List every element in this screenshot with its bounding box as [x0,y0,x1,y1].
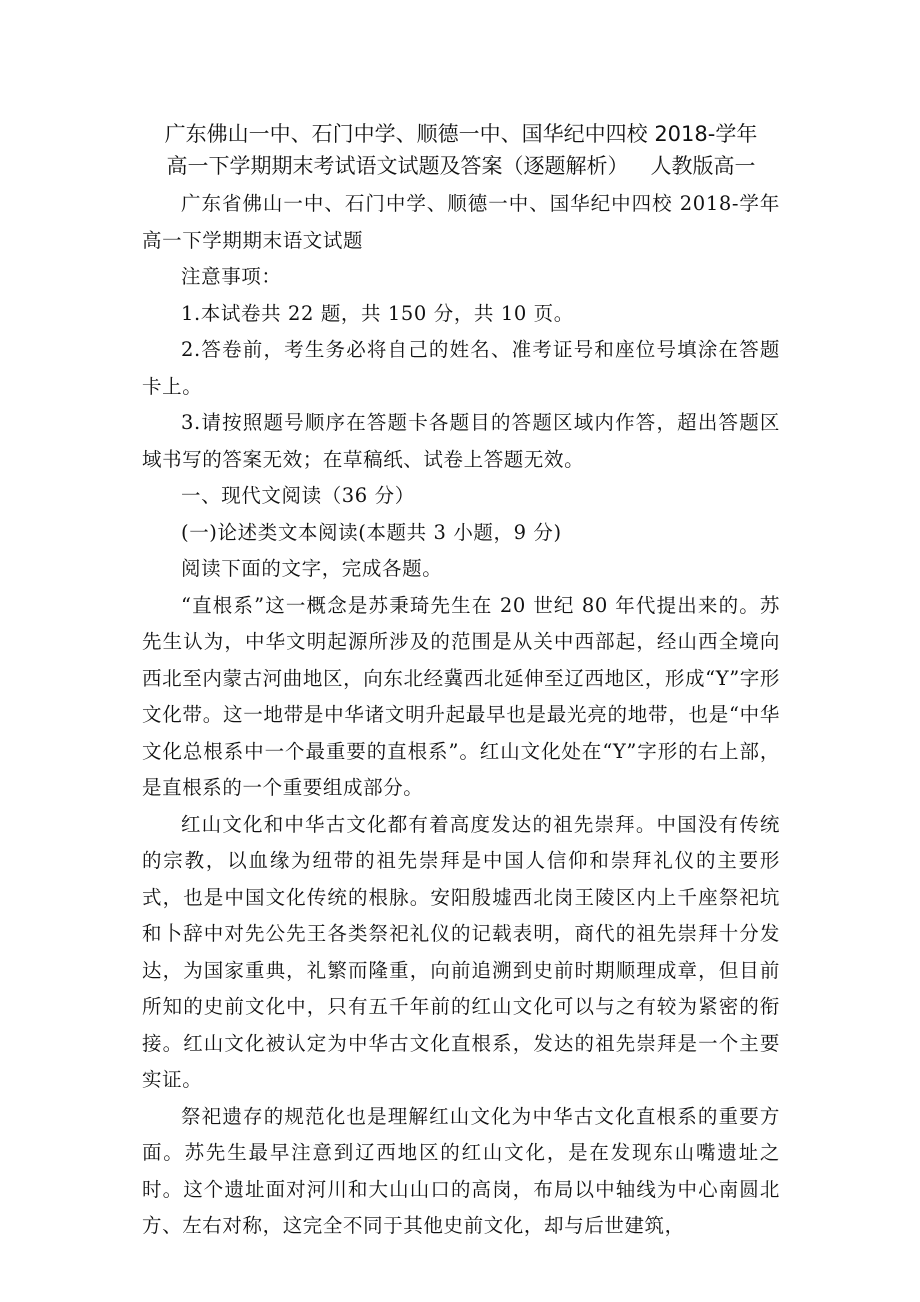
passage-paragraph: 红山文化和中华古文化都有着高度发达的祖先崇拜。中国没有传统的宗教，以血缘为纽带的祖先崇拜是中国人信仰和崇拜礼仪的主要形式，也是中国文化传统的根脉。安阳殷墟西北岗王陵区内上千座祭祀坑和卜辞中对先公先王各类祭祀礼仪的记载表明，商代的祖先崇拜十分发达，为国家重典，礼繁而隆重，向前追溯到史前时期顺理成章，但目前所知的史前文化中，只有五千年前的红山文化可以与之有较为紧密的衔接。红山文化被认定为中华古文化直根系，发达的祖先崇拜是一个主要实证。 [142,812,780,1091]
section-heading: 一、现代文阅读（36 分） [181,484,415,507]
document-title [142,118,780,182]
title-line-2-edition: 人教版高一 [650,154,756,178]
reading-instruction: 阅读下面的文字，完成各题。 [181,557,443,580]
title-line-2 [142,150,780,182]
exam-heading: 广东省佛山一中、石门中学、顺德一中、国华纪中四校 2018-学年高一下学期期末语文试题 [142,192,780,252]
passage-paragraph: 祭祀遗存的规范化也是理解红山文化为中华古文化直根系的重要方面。苏先生最早注意到辽西地区的红山文化，是在发现东山嘴遗址之时。这个遗址面对河川和大山山口的高岗，布局以中轴线为中心南圆北方、左右对称，这完全不同于其他史前文化，却与后世建筑， [142,1104,780,1237]
title-line-2-main: 高一下学期期末考试语文试题及答案（逐题解析） [166,154,629,178]
notice-item-1: 1.本试卷共 22 题，共 150 分，共 10 页。 [181,301,574,325]
notice-item-3: 3.请按照题号顺序在答题卡各题目的答题区域内作答，超出答题区域书写的答案无效；在草稿纸、试卷上答题无效。 [142,411,780,471]
subsection-heading: (一)论述类文本阅读(本题共 3 小题，9 分) [181,520,562,544]
notice-item-2: 2.答卷前，考生务必将自己的姓名、准考证号和座位号填涂在答题卡上。 [142,338,780,398]
notice-heading: 注意事项： [181,265,282,288]
title-line-1-text: 广东佛山一中、石门中学、顺德一中、国华纪中四校 2018-学年 [164,122,758,146]
passage-paragraph: “直根系”这一概念是苏秉琦先生在 20 世纪 80 年代提出来的。苏先生认为，中华文明起源所涉及的范围是从关中西部起，经山西全境向西北至内蒙古河曲地区，向东北经冀西北延伸至辽西地区，形成“Y”字形文化带。这一地带是中华诸文明升起最早也是最光亮的地带，也是“中华文化总根系中一个最重要的直根系”。红山文化处在“Y”字形的右上部，是直根系的一个重要组成部分。 [142,593,780,799]
title-line-1 [142,118,780,150]
document-body [142,186,780,1245]
